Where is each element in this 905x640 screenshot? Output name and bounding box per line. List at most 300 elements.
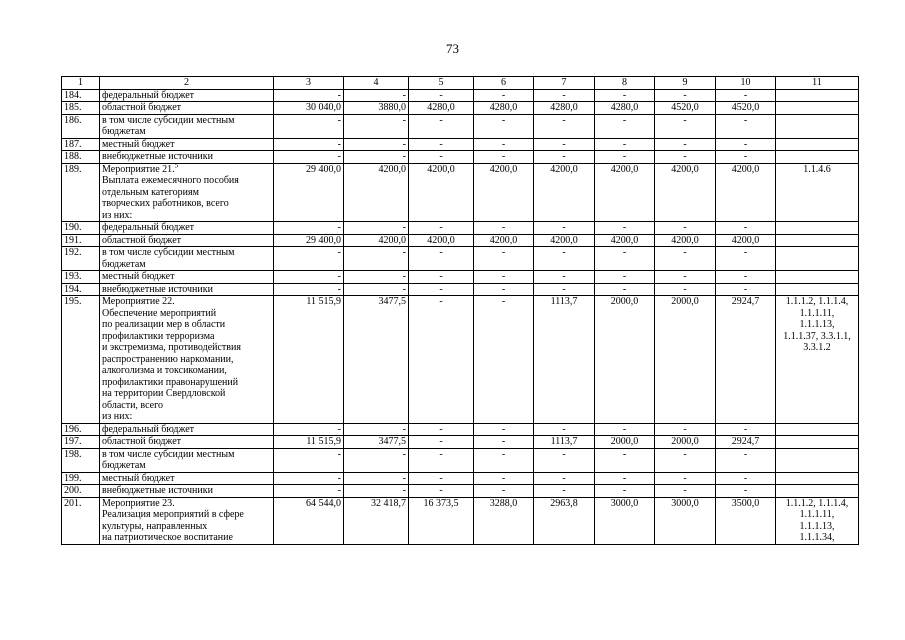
name-line — [102, 198, 271, 210]
name-line — [102, 187, 271, 199]
indicator-cell — [776, 222, 859, 235]
row-number-cell: 187. — [62, 138, 100, 151]
value-cell: - — [595, 114, 655, 138]
name-line — [102, 473, 271, 485]
value-cell: - — [655, 89, 716, 102]
value-cell: - — [716, 485, 776, 498]
table-row — [62, 89, 859, 102]
value-cell: 16 373,5 — [409, 497, 474, 544]
name-line-text: областной бюджет — [102, 234, 182, 246]
row-name-cell — [100, 151, 274, 164]
name-line — [102, 115, 271, 127]
indicator-line: 1.1.1.2, 1.1.1.4, — [785, 296, 849, 307]
indicator-cell — [776, 423, 859, 436]
value-cell: - — [344, 283, 409, 296]
value-cell: - — [716, 472, 776, 485]
row-number-cell: 191. — [62, 234, 100, 247]
value-cell: - — [344, 138, 409, 151]
column-header: 2 — [100, 77, 274, 90]
indicator-line: 1.1.1.2, 1.1.1.4, — [785, 497, 849, 509]
value-cell: - — [534, 472, 595, 485]
name-line — [102, 354, 271, 366]
value-cell: - — [274, 138, 344, 151]
row-number-cell: 185. — [62, 102, 100, 115]
value-cell: - — [409, 222, 474, 235]
value-cell: 2924,7 — [716, 296, 776, 424]
value-cell: - — [595, 151, 655, 164]
name-line — [102, 175, 271, 187]
name-line-text: из них: — [102, 209, 133, 221]
indicator-cell — [776, 485, 859, 498]
table-row — [62, 138, 859, 151]
value-cell: 2000,0 — [595, 296, 655, 424]
value-cell: - — [474, 448, 534, 472]
page-number: 73 — [446, 41, 459, 56]
table-row — [62, 485, 859, 498]
value-cell: 4200,0 — [344, 163, 409, 222]
name-line-text: внебюджетные источники — [102, 283, 213, 295]
row-name-cell — [100, 138, 274, 151]
table-row — [62, 436, 859, 449]
table-row — [62, 448, 859, 472]
value-cell: 4200,0 — [474, 163, 534, 222]
name-line-text: Мероприятие 21. — [102, 163, 175, 175]
column-header: 8 — [595, 77, 655, 90]
name-line-text: внебюджетные источники — [102, 151, 213, 162]
name-line-text: на патриотическое воспитание — [102, 532, 233, 543]
value-cell: - — [409, 448, 474, 472]
row-name-cell — [100, 296, 274, 424]
value-cell: 3000,0 — [595, 497, 655, 544]
row-number-cell: 194. — [62, 283, 100, 296]
indicator-cell — [776, 163, 859, 222]
value-cell: - — [474, 472, 534, 485]
value-cell: 3500,0 — [716, 497, 776, 544]
value-cell: - — [595, 138, 655, 151]
value-cell: 4200,0 — [409, 163, 474, 222]
row-name-cell — [100, 114, 274, 138]
value-cell: - — [274, 271, 344, 284]
value-cell: - — [344, 247, 409, 271]
name-line-text: бюджетам — [102, 460, 146, 471]
table-row — [62, 114, 859, 138]
indicator-line: 1.1.1.11, — [799, 509, 835, 520]
value-cell: - — [716, 89, 776, 102]
value-cell: - — [274, 151, 344, 164]
table-row — [62, 234, 859, 247]
value-cell: - — [655, 114, 716, 138]
name-line — [102, 164, 271, 176]
value-cell: - — [274, 114, 344, 138]
value-cell: - — [655, 423, 716, 436]
value-cell: - — [595, 283, 655, 296]
value-cell: 3477,5 — [344, 436, 409, 449]
value-cell: - — [409, 114, 474, 138]
row-number-cell: 199. — [62, 472, 100, 485]
value-cell: - — [409, 485, 474, 498]
value-cell: - — [474, 296, 534, 424]
name-line — [102, 296, 271, 308]
value-cell: - — [409, 472, 474, 485]
value-cell: - — [409, 247, 474, 271]
table-row — [62, 222, 859, 235]
name-line — [102, 377, 271, 389]
row-number-cell: 189. — [62, 163, 100, 222]
value-cell: - — [344, 485, 409, 498]
name-line-text: областной бюджет — [102, 436, 182, 447]
name-line-text: культуры, направленных — [102, 520, 208, 532]
value-cell: - — [274, 89, 344, 102]
indicator-cell — [776, 114, 859, 138]
indicator-cell — [776, 283, 859, 296]
value-cell: - — [655, 151, 716, 164]
value-cell: 1113,7 — [534, 296, 595, 424]
indicator-cell — [776, 234, 859, 247]
name-line — [102, 284, 271, 296]
name-line-text: отдельным категориям — [102, 186, 199, 198]
name-line-text: и экстремизма, противодействия — [102, 342, 241, 353]
value-cell: 3477,5 — [344, 296, 409, 424]
value-cell: - — [409, 271, 474, 284]
row-name-cell — [100, 163, 274, 222]
value-cell: - — [474, 485, 534, 498]
name-line — [102, 509, 271, 521]
name-line-text: Мероприятие 23. — [102, 497, 175, 509]
value-cell: 4200,0 — [716, 234, 776, 247]
name-line-text: Реализация мероприятий в сфере — [102, 509, 244, 520]
row-name-cell — [100, 485, 274, 498]
name-line — [102, 365, 271, 377]
indicator-cell — [776, 497, 859, 544]
value-cell: 4280,0 — [534, 102, 595, 115]
row-name-cell — [100, 271, 274, 284]
table-row — [62, 472, 859, 485]
value-cell: 4280,0 — [409, 102, 474, 115]
row-name-cell — [100, 436, 274, 449]
column-header: 1 — [62, 77, 100, 90]
column-header: 9 — [655, 77, 716, 90]
header-row — [62, 77, 859, 90]
name-line — [102, 532, 271, 544]
value-cell: - — [716, 423, 776, 436]
name-line — [102, 222, 271, 234]
value-cell: - — [474, 138, 534, 151]
value-cell: 4280,0 — [474, 102, 534, 115]
row-number-cell: 184. — [62, 89, 100, 102]
value-cell: - — [655, 472, 716, 485]
table-row — [62, 497, 859, 544]
value-cell: - — [595, 423, 655, 436]
name-line — [102, 424, 271, 436]
name-line-text: Обеспечение мероприятий — [102, 307, 217, 319]
value-cell: - — [409, 436, 474, 449]
indicator-line: 1.1.1.13, — [799, 520, 835, 532]
value-cell: - — [409, 151, 474, 164]
value-cell: - — [474, 271, 534, 284]
indicator-cell — [776, 436, 859, 449]
name-line-text: в том числе субсидии местным — [102, 247, 235, 258]
value-cell: - — [595, 222, 655, 235]
row-name-cell — [100, 247, 274, 271]
value-cell: - — [474, 151, 534, 164]
row-name-cell — [100, 89, 274, 102]
indicator-cell — [776, 89, 859, 102]
value-cell: - — [474, 283, 534, 296]
name-line — [102, 90, 271, 102]
row-number-cell: 188. — [62, 151, 100, 164]
row-number-cell: 192. — [62, 247, 100, 271]
value-cell: - — [716, 222, 776, 235]
value-cell: - — [474, 423, 534, 436]
name-line — [102, 210, 271, 222]
value-cell: - — [534, 448, 595, 472]
value-cell: - — [274, 247, 344, 271]
value-cell: - — [344, 89, 409, 102]
name-line — [102, 342, 271, 354]
value-cell: - — [344, 472, 409, 485]
value-cell: - — [716, 271, 776, 284]
value-cell: 4200,0 — [655, 234, 716, 247]
value-cell: - — [534, 114, 595, 138]
value-cell: 32 418,7 — [344, 497, 409, 544]
row-number-cell: 198. — [62, 448, 100, 472]
name-line-text: бюджетам — [102, 126, 146, 137]
value-cell: 3880,0 — [344, 102, 409, 115]
name-line — [102, 498, 271, 510]
name-line — [102, 388, 271, 400]
name-line-text: местный бюджет — [102, 271, 175, 282]
column-header: 10 — [716, 77, 776, 90]
name-line — [102, 400, 271, 412]
indicator-line: 3.3.1.2 — [803, 342, 831, 353]
name-line-text: по реализации мер в области — [102, 319, 226, 330]
value-cell: - — [655, 247, 716, 271]
name-line-text: профилактики терроризма — [102, 330, 215, 342]
value-cell: - — [474, 222, 534, 235]
value-cell: 4200,0 — [655, 163, 716, 222]
value-cell: - — [344, 448, 409, 472]
table-row — [62, 163, 859, 222]
indicator-cell — [776, 448, 859, 472]
row-number-cell: 193. — [62, 271, 100, 284]
indicator-line: 1.1.1.37, 3.3.1.1, — [783, 330, 851, 342]
name-line — [102, 331, 271, 343]
row-number-cell: 201. — [62, 497, 100, 544]
name-line — [102, 460, 271, 472]
value-cell: 4280,0 — [595, 102, 655, 115]
value-cell: - — [409, 283, 474, 296]
value-cell: - — [274, 485, 344, 498]
row-number-cell: 197. — [62, 436, 100, 449]
value-cell: - — [274, 423, 344, 436]
value-cell: - — [474, 114, 534, 138]
value-cell: - — [474, 436, 534, 449]
column-header: 7 — [534, 77, 595, 90]
value-cell: - — [655, 485, 716, 498]
value-cell: - — [274, 472, 344, 485]
name-line — [102, 485, 271, 497]
value-cell: - — [655, 138, 716, 151]
column-header: 3 — [274, 77, 344, 90]
name-line-text: федеральный бюджет — [102, 423, 195, 435]
value-cell: - — [595, 448, 655, 472]
name-line-text: распространению наркомании, — [102, 353, 234, 365]
name-line — [102, 319, 271, 331]
name-line-text: местный бюджет — [102, 472, 175, 484]
value-cell: 4200,0 — [595, 163, 655, 222]
value-cell: 2000,0 — [595, 436, 655, 449]
value-cell: 2924,7 — [716, 436, 776, 449]
value-cell: - — [274, 283, 344, 296]
value-cell: - — [655, 283, 716, 296]
value-cell: 11 515,9 — [274, 436, 344, 449]
value-cell: 2000,0 — [655, 436, 716, 449]
name-line-text: местный бюджет — [102, 138, 175, 150]
name-line — [102, 436, 271, 448]
table-row — [62, 283, 859, 296]
row-number-cell: 190. — [62, 222, 100, 235]
row-name-cell — [100, 102, 274, 115]
value-cell: - — [409, 296, 474, 424]
value-cell: 29 400,0 — [274, 163, 344, 222]
table-row — [62, 102, 859, 115]
indicator-line: 1.1.1.34, — [799, 532, 835, 543]
value-cell: - — [344, 222, 409, 235]
name-line-text: профилактики правонарушений — [102, 376, 239, 388]
value-cell: - — [716, 283, 776, 296]
row-name-cell — [100, 423, 274, 436]
name-line — [102, 411, 271, 423]
name-line-text: в том числе субсидии местным — [102, 448, 235, 460]
indicator-cell — [776, 138, 859, 151]
value-cell: - — [409, 423, 474, 436]
value-cell: - — [716, 138, 776, 151]
value-cell: 4200,0 — [534, 234, 595, 247]
value-cell: - — [344, 114, 409, 138]
name-line — [102, 247, 271, 259]
row-name-cell — [100, 472, 274, 485]
indicator-line: 1.1.1.11, — [799, 307, 835, 319]
value-cell: - — [716, 114, 776, 138]
name-line-text: федеральный бюджет — [102, 89, 195, 101]
value-cell: - — [595, 472, 655, 485]
name-line — [102, 449, 271, 461]
value-cell: 4200,0 — [409, 234, 474, 247]
name-line-text: на территории Свердловской — [102, 388, 226, 399]
name-line — [102, 308, 271, 320]
indicator-cell — [776, 151, 859, 164]
value-cell: 2963,8 — [534, 497, 595, 544]
value-cell: - — [595, 247, 655, 271]
value-cell: - — [274, 222, 344, 235]
name-line-text: областной бюджет — [102, 102, 182, 113]
name-line — [102, 235, 271, 247]
value-cell: - — [595, 89, 655, 102]
value-cell: - — [474, 247, 534, 271]
name-line-text: Выплата ежемесячного пособия — [102, 175, 239, 186]
table-row — [62, 151, 859, 164]
value-cell: 11 515,9 — [274, 296, 344, 424]
name-line — [102, 139, 271, 151]
row-name-cell — [100, 234, 274, 247]
value-cell: - — [409, 138, 474, 151]
table-body — [62, 77, 859, 545]
name-line — [102, 126, 271, 138]
value-cell: - — [344, 151, 409, 164]
value-cell: - — [595, 485, 655, 498]
name-line-text: области, всего — [102, 399, 163, 411]
value-cell: 4200,0 — [534, 163, 595, 222]
indicator-cell — [776, 247, 859, 271]
name-line — [102, 151, 271, 163]
indicator-line: 1.1.4.6 — [803, 163, 831, 175]
value-cell: - — [274, 448, 344, 472]
value-cell: - — [344, 423, 409, 436]
indicator-cell — [776, 271, 859, 284]
value-cell: - — [534, 138, 595, 151]
name-line-text: бюджетам — [102, 258, 146, 270]
value-cell: - — [716, 151, 776, 164]
table-row — [62, 423, 859, 436]
value-cell: - — [655, 448, 716, 472]
value-cell: - — [344, 271, 409, 284]
value-cell: - — [716, 247, 776, 271]
budget-table — [61, 76, 859, 545]
value-cell: 1113,7 — [534, 436, 595, 449]
column-header: 4 — [344, 77, 409, 90]
value-cell: - — [716, 448, 776, 472]
name-line — [102, 259, 271, 271]
name-line-text: творческих работников, всего — [102, 198, 229, 209]
value-cell: - — [534, 247, 595, 271]
value-cell: - — [534, 423, 595, 436]
value-cell: 4520,0 — [655, 102, 716, 115]
value-cell: - — [534, 283, 595, 296]
name-line-text: федеральный бюджет — [102, 222, 195, 233]
table-row — [62, 296, 859, 424]
value-cell: 3288,0 — [474, 497, 534, 544]
column-header: 11 — [776, 77, 859, 90]
table-row — [62, 271, 859, 284]
row-number-cell: 186. — [62, 114, 100, 138]
value-cell: 30 040,0 — [274, 102, 344, 115]
row-name-cell — [100, 222, 274, 235]
value-cell: - — [534, 271, 595, 284]
value-cell: - — [534, 222, 595, 235]
value-cell: 4200,0 — [474, 234, 534, 247]
value-cell: - — [595, 271, 655, 284]
column-header: 6 — [474, 77, 534, 90]
row-name-cell — [100, 448, 274, 472]
value-cell: 4200,0 — [716, 163, 776, 222]
name-line — [102, 102, 271, 114]
value-cell: - — [534, 89, 595, 102]
indicator-cell — [776, 296, 859, 424]
value-cell: 3000,0 — [655, 497, 716, 544]
row-number-cell: 200. — [62, 485, 100, 498]
value-cell: - — [409, 89, 474, 102]
row-name-cell — [100, 497, 274, 544]
indicator-cell — [776, 102, 859, 115]
value-cell: - — [534, 485, 595, 498]
column-header: 5 — [409, 77, 474, 90]
footnote-marker: 5 — [174, 163, 179, 170]
table-row — [62, 247, 859, 271]
value-cell: - — [655, 222, 716, 235]
value-cell: 4520,0 — [716, 102, 776, 115]
value-cell: - — [474, 89, 534, 102]
indicator-line: 1.1.1.13, — [799, 319, 835, 330]
